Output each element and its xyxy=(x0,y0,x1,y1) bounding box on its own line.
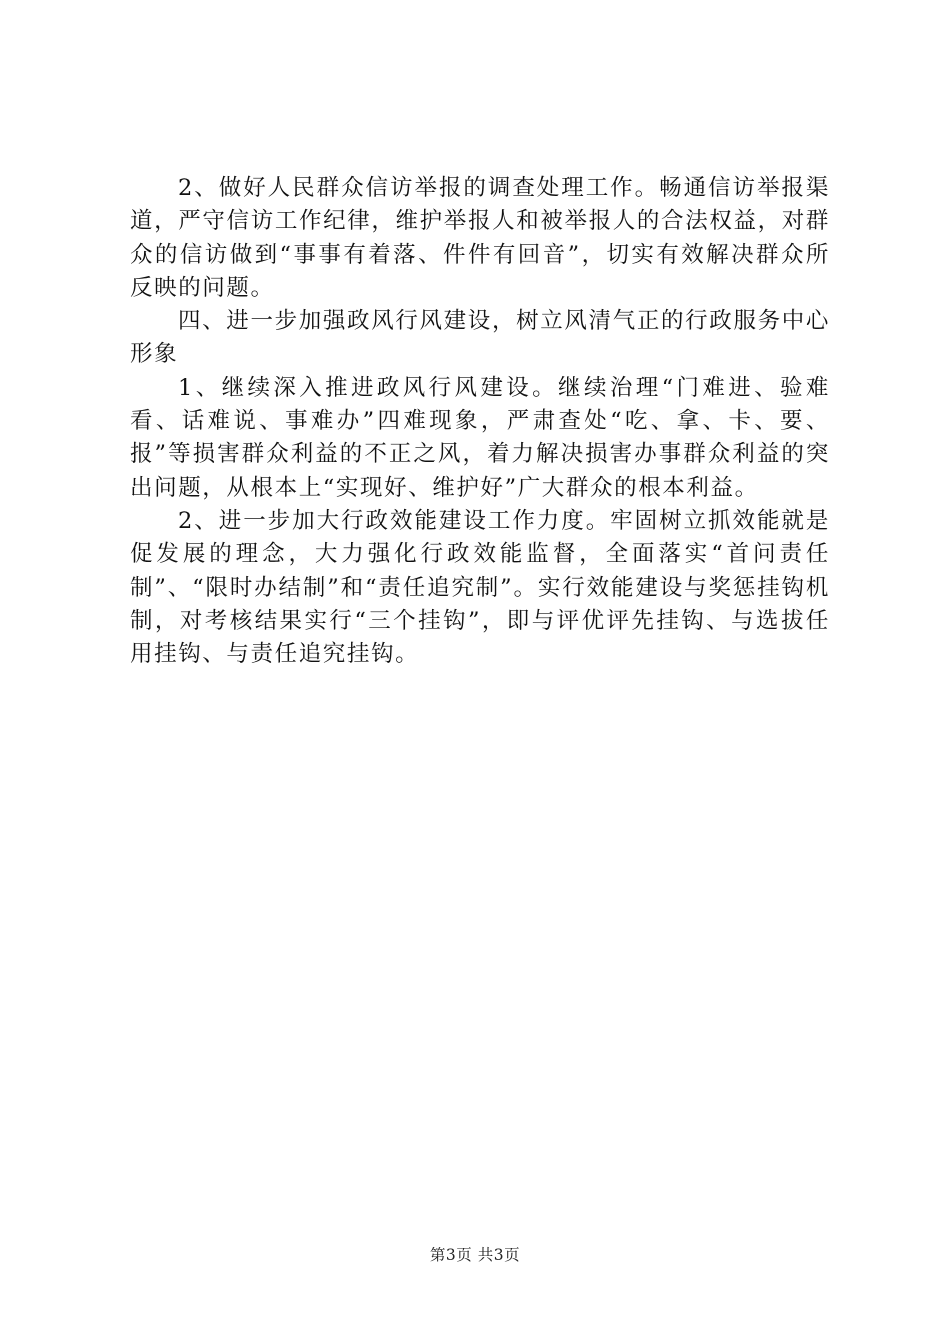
paragraph-petition-handling: 2、做好人民群众信访举报的调查处理工作。畅通信访举报渠道，严守信访工作纪律，维护举报人和被举报人的合法权益，对群众的信访做到“事事有着落、件件有回音”，切实有效解决群众所反映的问题。 xyxy=(130,175,830,301)
paragraph-style-building: 1、继续深入推进政风行风建设。继续治理“门难进、验难看、话难说、事难办”四难现象，严肃查处“吃、拿、卡、要、报”等损害群众利益的不正之风，着力解决损害办事群众利益的突出问题，从根本上“实现好、维护好”广大群众的根本利益。 xyxy=(130,374,830,501)
page-number-footer: 第3页 共3页 xyxy=(429,1246,521,1264)
section-heading-four: 四、进一步加强政风行风建设，树立风清气正的行政服务中心形象 xyxy=(130,308,830,368)
paragraph-efficiency-building: 2、进一步加大行政效能建设工作力度。牢固树立抓效能就是促发展的理念，大力强化行政效能监督，全面落实“首问责任制”、“限时办结制”和“责任追究制”。实行效能建设与奖惩挂钩机制，对考核结果实行“三个挂钩”，即与评优评先挂钩、与选拔任用挂钩、与责任追究挂钩。 xyxy=(130,507,830,668)
document-body xyxy=(130,172,830,671)
